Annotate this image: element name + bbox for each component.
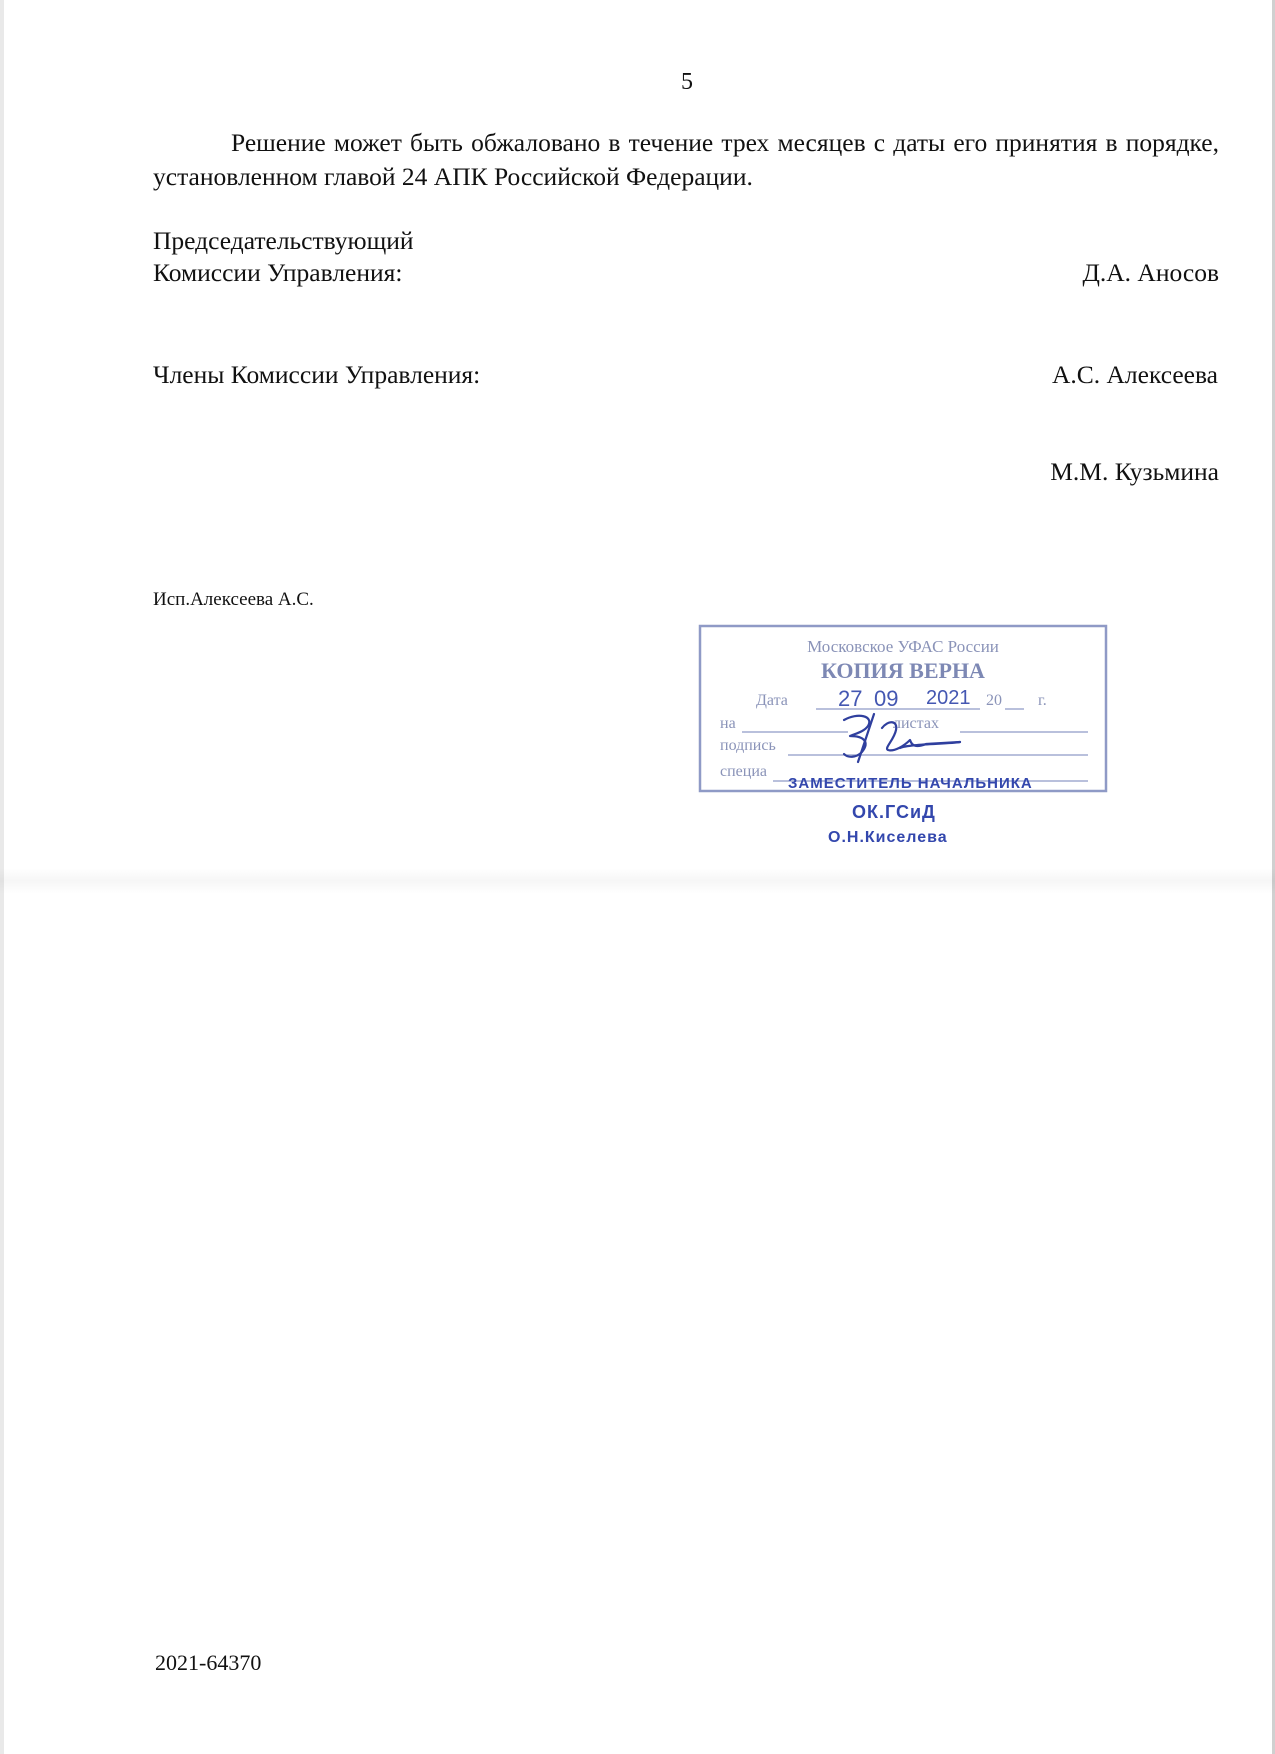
stamp-organization: Московское УФАС России bbox=[807, 637, 999, 656]
stamp-year-suffix: г. bbox=[1038, 692, 1047, 709]
stamp-date-day: 27 bbox=[838, 686, 863, 711]
chairman-label-line1: Председательствующий bbox=[153, 226, 414, 255]
stamp-title: КОПИЯ ВЕРНА bbox=[821, 658, 985, 683]
stamp-date-label: Дата bbox=[756, 692, 788, 709]
ink-stamp-name: О.Н.Киселева bbox=[828, 829, 948, 846]
page-number: 5 bbox=[681, 69, 693, 95]
member-name-2: М.М. Кузьмина bbox=[1050, 457, 1219, 486]
deputy-head-ink-stamp bbox=[788, 771, 1033, 851]
member-name-1: А.С. Алексеева bbox=[1051, 360, 1218, 389]
ink-stamp-department: ОК.ГСиД bbox=[852, 802, 936, 822]
members-label: Члены Комиссии Управления: bbox=[153, 360, 481, 389]
chairman-name: Д.А. Аносов bbox=[1082, 258, 1219, 287]
stamp-specialist-label: специа bbox=[720, 763, 767, 780]
stamp-date-month: 09 bbox=[874, 686, 899, 711]
stamp-sheets-label: листах bbox=[893, 715, 939, 732]
stamp-sheets-prefix: на bbox=[720, 715, 736, 732]
copy-certified-stamp bbox=[698, 624, 1108, 794]
ink-stamp-position: ЗАМЕСТИТЕЛЬ НАЧАЛЬНИКА bbox=[788, 775, 1033, 792]
chairman-label-line2: Комиссии Управления: bbox=[153, 258, 403, 287]
paper-fold bbox=[0, 868, 1275, 894]
stamp-year-prefix: 20 bbox=[986, 692, 1002, 709]
executor-note: Исп.Алексеева А.С. bbox=[153, 589, 314, 610]
stamp-date-year: 2021 bbox=[926, 687, 971, 709]
document-number: 2021-64370 bbox=[155, 1650, 262, 1675]
appeal-paragraph: Решение может быть обжаловано в течение трех месяцев с даты его принятия в порядке, установленном главой 24 АПК Российской Федерации. bbox=[153, 128, 1219, 191]
stamp-signature-label: подпись bbox=[720, 737, 776, 754]
